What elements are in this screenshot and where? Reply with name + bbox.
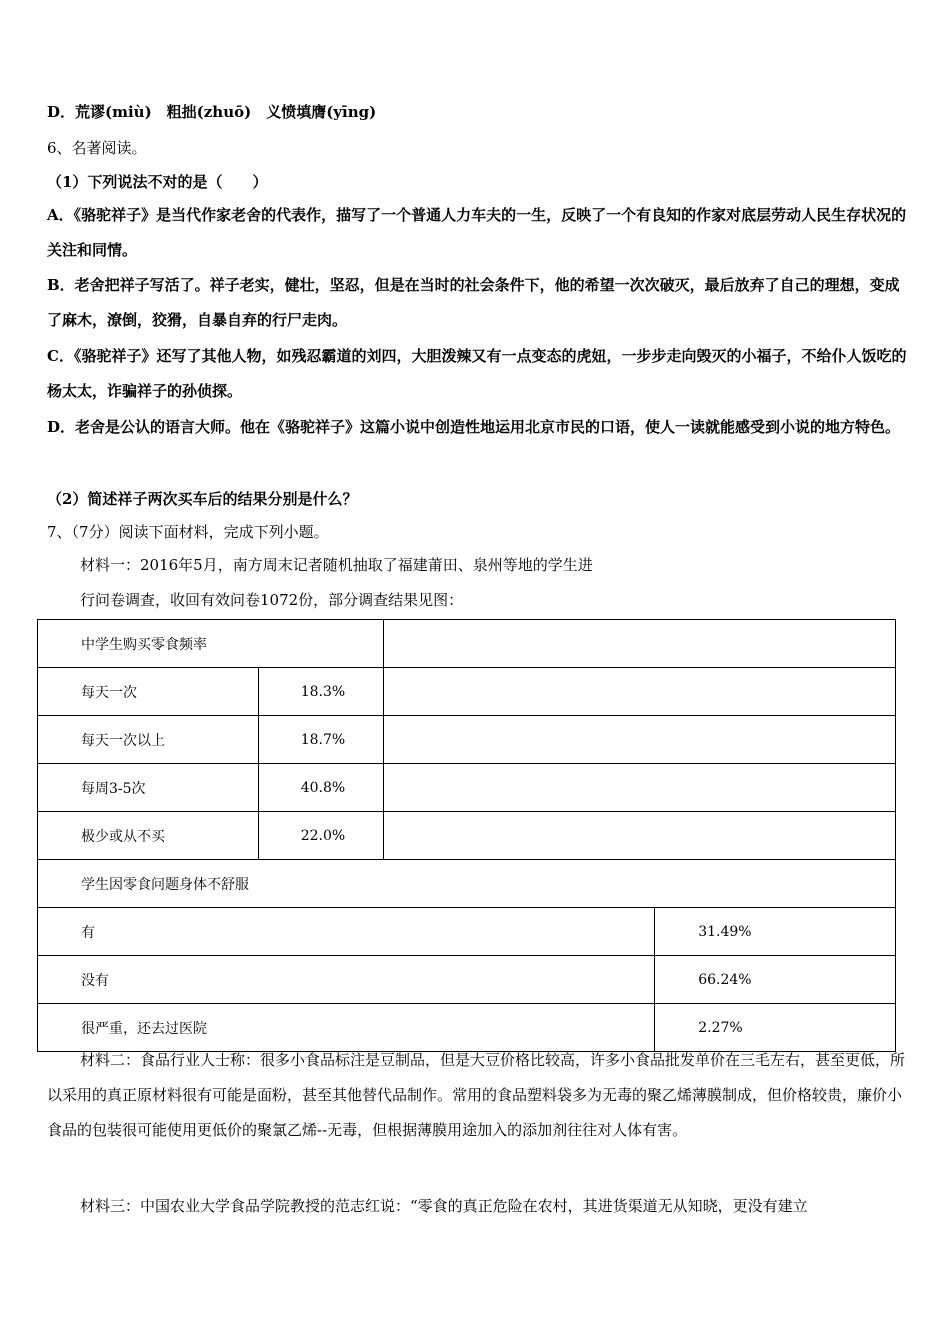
freq-label: 每天一次以上 bbox=[38, 716, 259, 764]
option-d: D．荒谬(miù) 粗拙(zhuō) 义愤填膺(yīng) bbox=[47, 103, 377, 121]
sick-label: 很严重，还去过医院 bbox=[38, 1004, 655, 1052]
table-row bbox=[38, 812, 896, 860]
blank-cell bbox=[383, 812, 895, 860]
material1-line2: 行问卷调查，收回有效问卷1072份，部分调查结果见图： bbox=[80, 591, 464, 609]
freq-value: 18.3% bbox=[258, 668, 383, 716]
sick-label: 有 bbox=[38, 908, 655, 956]
material1-line1: 材料一：2016年5月，南方周末记者随机抽取了福建莆田、泉州等地的学生进 bbox=[80, 556, 593, 574]
blank-cell bbox=[383, 668, 895, 716]
freq-label: 极少或从不买 bbox=[38, 812, 259, 860]
table-row bbox=[38, 764, 896, 812]
q6-option-a: A．《骆驼祥子》是当代作家老舍的代表作，描写了一个普通人力车夫的一生，反映了一个有良知的作家对底层劳动人民生存状况的关注和同情。 bbox=[47, 206, 907, 259]
sick-value: 2.27% bbox=[655, 1004, 896, 1052]
q6-option-c: C．《骆驼祥子》还写了其他人物，如残忍霸道的刘四，大胆泼辣又有一点变态的虎妞，一步步走向毁灭的小福子，不给仆人饭吃的杨太太，诈骗祥子的孙侦探。 bbox=[47, 347, 907, 400]
sick-value: 66.24% bbox=[655, 956, 896, 1004]
freq-label: 每天一次 bbox=[38, 668, 259, 716]
table-row bbox=[38, 620, 896, 668]
table-row bbox=[38, 860, 896, 908]
sick-header: 学生因零食问题身体不舒服 bbox=[38, 860, 896, 908]
blank-cell bbox=[383, 716, 895, 764]
freq-label: 每周3-5次 bbox=[38, 764, 259, 812]
blank-cell bbox=[383, 620, 895, 668]
q7-title: 7、（7分）阅读下面材料，完成下列小题。 bbox=[47, 523, 329, 541]
survey-table bbox=[37, 619, 896, 1052]
table-row bbox=[38, 956, 896, 1004]
q6-option-b: B．老舍把祥子写活了。祥子老实，健壮，坚忍，但是在当时的社会条件下，他的希望一次次破灭，最后放弃了自己的理想，变成了麻木，潦倒，狡猾，自暴自弃的行尸走肉。 bbox=[47, 276, 900, 329]
table-row bbox=[38, 668, 896, 716]
material2: 材料二：食品行业人士称：很多小食品标注是豆制品，但是大豆价格比较高，许多小食品批发单价在三毛左右，甚至更低，所以采用的真正原材料很有可能是面粉，甚至其他替代品制作。常用的食品塑料袋多为无毒的聚乙烯薄膜制成，但价格较贵，廉价小食品的包装很可能使用更低价的聚氯乙烯--无毒，但根据薄膜用途加入的添加剂往往对人体有害。 bbox=[47, 1051, 906, 1139]
freq-value: 18.7% bbox=[258, 716, 383, 764]
sick-label: 没有 bbox=[38, 956, 655, 1004]
q6-option-d: D．老舍是公认的语言大师。他在《骆驼祥子》这篇小说中创造性地运用北京市民的口语，使人一读就能感受到小说的地方特色。 bbox=[47, 418, 901, 436]
freq-value: 22.0% bbox=[258, 812, 383, 860]
freq-header: 中学生购买零食频率 bbox=[38, 620, 384, 668]
freq-value: 40.8% bbox=[258, 764, 383, 812]
blank-cell bbox=[383, 764, 895, 812]
material3: 材料三：中国农业大学食品学院教授的范志红说：“零食的真正危险在农村，其进货渠道无从知晓，更没有建立 bbox=[80, 1197, 808, 1215]
q6-sub1: （1）下列说法不对的是（ ） bbox=[47, 173, 268, 191]
table-row bbox=[38, 908, 896, 956]
table-row bbox=[38, 716, 896, 764]
q6-title: 6、名著阅读。 bbox=[47, 139, 147, 157]
sick-value: 31.49% bbox=[655, 908, 896, 956]
q6-sub2: （2）简述祥子两次买车后的结果分别是什么？ bbox=[47, 490, 358, 508]
